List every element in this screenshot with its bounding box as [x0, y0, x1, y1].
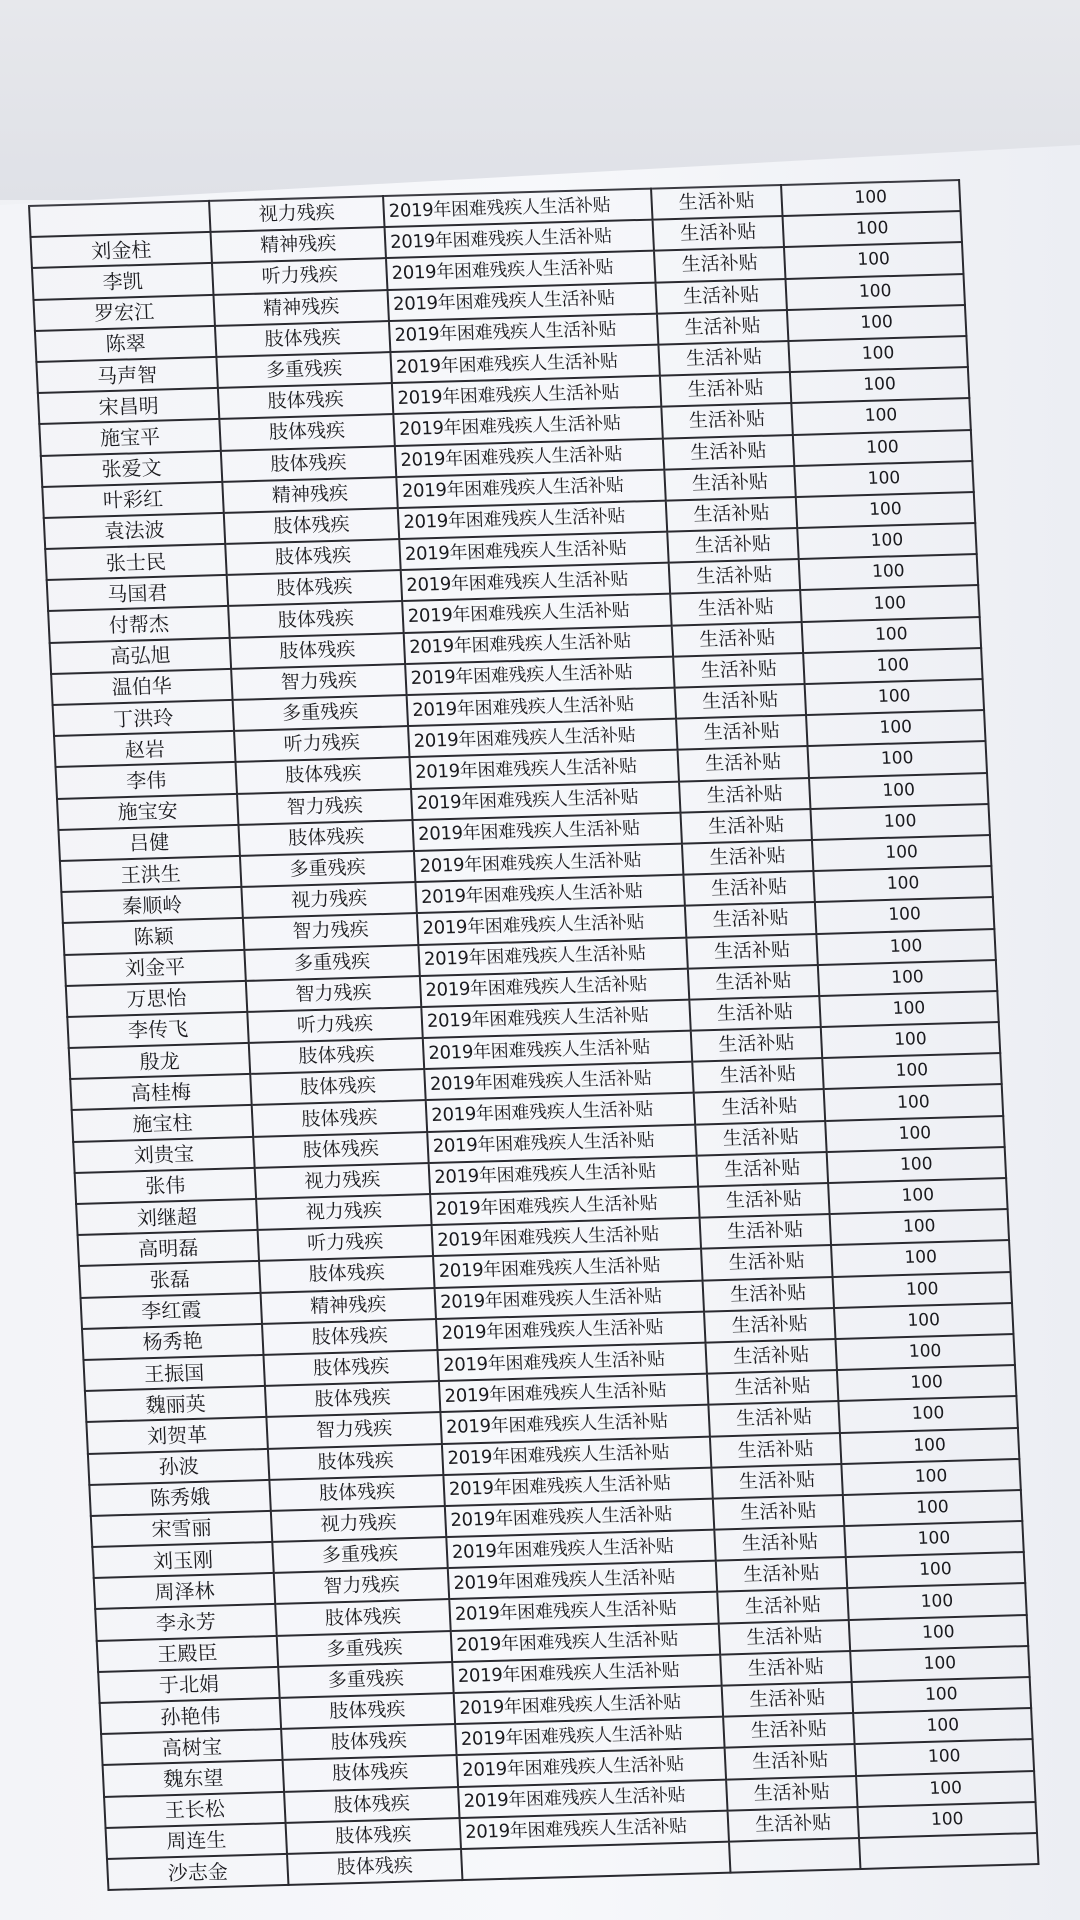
- project-cell: 2019年困难残疾人生活补贴: [446, 1530, 715, 1569]
- amount-cell: 100: [831, 1240, 1010, 1276]
- project-cell: 2019年困难残疾人生活补贴: [449, 1592, 718, 1631]
- amount-cell: 100: [791, 398, 970, 434]
- amount-cell: 100: [812, 835, 991, 871]
- name-cell: 万思怡: [66, 981, 247, 1017]
- category-cell: 生活补贴: [723, 1713, 854, 1748]
- project-cell: 2019年困难残疾人生活补贴: [436, 1311, 705, 1350]
- category-cell: 生活补贴: [664, 466, 795, 501]
- name-cell: 温伯华: [51, 669, 232, 705]
- project-cell: 2019年困难残疾人生活补贴: [407, 688, 676, 727]
- project-cell: 2019年困难残疾人生活补贴: [404, 625, 673, 664]
- category-cell: 生活补贴: [653, 216, 784, 251]
- name-cell: 陈翠: [35, 326, 216, 362]
- project-cell: 2019年困难残疾人生活补贴: [387, 282, 656, 321]
- amount-cell: 100: [818, 960, 997, 996]
- category-cell: 生活补贴: [663, 434, 794, 469]
- disability-type-cell: 智力残疾: [274, 1568, 449, 1604]
- name-cell: 杨秀艳: [82, 1324, 263, 1360]
- project-cell: 2019年困难残疾人生活补贴: [390, 345, 659, 384]
- disability-type-cell: 多重残疾: [244, 945, 419, 981]
- category-cell: 生活补贴: [689, 996, 820, 1031]
- disability-type-cell: 肢体残疾: [275, 1600, 450, 1636]
- project-cell: 2019年困难残疾人生活补贴: [427, 1124, 696, 1163]
- disability-type-cell: 肢体残疾: [218, 383, 393, 419]
- amount-cell: 100: [855, 1739, 1034, 1775]
- name-cell: 秦顺岭: [61, 887, 242, 923]
- amount-cell: 100: [796, 492, 975, 528]
- category-cell: 生活补贴: [683, 871, 814, 906]
- amount-cell: 100: [834, 1303, 1013, 1339]
- category-cell: 生活补贴: [714, 1526, 845, 1561]
- project-cell: 2019年困难残疾人生活补贴: [396, 469, 665, 508]
- amount-cell: 100: [833, 1272, 1012, 1308]
- category-cell: 生活补贴: [692, 1058, 823, 1093]
- disability-type-cell: 肢体残疾: [225, 539, 400, 575]
- name-cell: 王殿臣: [97, 1636, 278, 1672]
- disability-type-cell: 肢体残疾: [221, 446, 396, 482]
- amount-cell: 100: [788, 336, 967, 372]
- project-cell: [461, 1842, 730, 1881]
- amount-cell: 100: [797, 523, 976, 559]
- project-cell: 2019年困难残疾人生活补贴: [401, 563, 670, 602]
- disability-type-cell: 肢体残疾: [280, 1693, 455, 1729]
- disability-type-cell: 肢体残疾: [224, 508, 399, 544]
- category-cell: 生活补贴: [680, 809, 811, 844]
- category-cell: 生活补贴: [669, 559, 800, 594]
- name-cell: 张磊: [79, 1261, 260, 1297]
- amount-cell: 100: [809, 773, 988, 809]
- project-cell: 2019年困难残疾人生活补贴: [408, 719, 677, 758]
- amount-cell: 100: [784, 242, 963, 278]
- category-cell: 生活补贴: [691, 1027, 822, 1062]
- project-cell: 2019年困难残疾人生活补贴: [451, 1623, 720, 1662]
- project-cell: 2019年困难残疾人生活补贴: [426, 1093, 695, 1132]
- category-cell: 生活补贴: [686, 933, 817, 968]
- project-cell: 2019年困难残疾人生活补贴: [383, 189, 652, 228]
- name-cell: 王振国: [83, 1355, 264, 1391]
- category-cell: 生活补贴: [657, 310, 788, 345]
- name-cell: 高明磊: [78, 1230, 259, 1266]
- amount-cell: 100: [816, 928, 995, 964]
- disability-type-cell: 视力残疾: [271, 1506, 446, 1542]
- subsidy-table: [28, 179, 1040, 1891]
- amount-cell: 100: [822, 1053, 1001, 1089]
- amount-cell: 100: [852, 1677, 1031, 1713]
- name-cell: 付帮杰: [48, 606, 229, 642]
- amount-cell: 100: [790, 367, 969, 403]
- project-cell: 2019年困难残疾人生活补贴: [420, 968, 689, 1007]
- amount-cell: 100: [847, 1583, 1026, 1619]
- disability-type-cell: 智力残疾: [237, 789, 412, 825]
- disability-type-cell: 视力残疾: [241, 882, 416, 918]
- category-cell: 生活补贴: [676, 715, 807, 750]
- disability-type-cell: 肢体残疾: [250, 1069, 425, 1105]
- category-cell: 生活补贴: [701, 1245, 832, 1280]
- amount-cell: 100: [819, 991, 998, 1027]
- name-cell: 刘贵宝: [73, 1137, 254, 1173]
- category-cell: 生活补贴: [697, 1152, 828, 1187]
- project-cell: 2019年困难残疾人生活补贴: [424, 1062, 693, 1101]
- project-cell: 2019年困难残疾人生活补贴: [392, 376, 661, 415]
- category-cell: 生活补贴: [711, 1464, 842, 1499]
- disability-type-cell: 肢体残疾: [262, 1319, 437, 1355]
- amount-cell: 100: [841, 1459, 1020, 1495]
- disability-type-cell: 肢体残疾: [236, 757, 411, 793]
- name-cell: 施宝安: [57, 794, 238, 830]
- category-cell: 生活补贴: [708, 1401, 839, 1436]
- name-cell: 孙艳伟: [100, 1698, 281, 1734]
- project-cell: 2019年困难残疾人生活补贴: [443, 1467, 712, 1506]
- name-cell: 马声智: [36, 357, 217, 393]
- project-cell: 2019年困难残疾人生活补贴: [454, 1686, 723, 1725]
- category-cell: 生活补贴: [682, 840, 813, 875]
- project-cell: 2019年困难残疾人生活补贴: [414, 844, 683, 883]
- name-cell: 高树宝: [101, 1729, 282, 1765]
- amount-cell: 100: [808, 741, 987, 777]
- category-cell: 生活补贴: [720, 1651, 851, 1686]
- amount-cell: 100: [835, 1334, 1014, 1370]
- amount-cell: 100: [806, 710, 985, 746]
- name-cell: 施宝平: [39, 419, 220, 455]
- project-cell: 2019年困难残疾人生活补贴: [418, 937, 687, 976]
- category-cell: 生活补贴: [651, 185, 782, 220]
- category-cell: 生活补贴: [703, 1277, 834, 1312]
- disability-type-cell: 视力残疾: [209, 196, 384, 232]
- amount-cell: 100: [785, 274, 964, 310]
- amount-cell: 100: [843, 1490, 1022, 1526]
- disability-type-cell: 听力残疾: [212, 258, 387, 294]
- amount-cell: 100: [850, 1646, 1029, 1682]
- name-cell: 王长松: [104, 1792, 285, 1828]
- amount-cell: 100: [849, 1615, 1028, 1651]
- category-cell: 生活补贴: [679, 778, 810, 813]
- disability-type-cell: 精神残疾: [261, 1288, 436, 1324]
- project-cell: 2019年困难残疾人生活补贴: [393, 407, 662, 446]
- category-cell: 生活补贴: [728, 1807, 859, 1842]
- disability-type-cell: 智力残疾: [243, 913, 418, 949]
- name-cell: 魏东望: [103, 1760, 284, 1796]
- amount-cell: 100: [800, 585, 979, 621]
- name-cell: 陈秀娥: [89, 1480, 270, 1516]
- name-cell: 刘金柱: [31, 232, 212, 268]
- category-cell: 生活补贴: [698, 1183, 829, 1218]
- name-cell: 李凯: [32, 263, 213, 299]
- name-cell: 吕健: [58, 825, 239, 861]
- name-cell: 高弘旭: [50, 638, 231, 674]
- disability-type-cell: 肢体残疾: [249, 1038, 424, 1074]
- project-cell: 2019年困难残疾人生活补贴: [432, 1218, 701, 1257]
- disability-type-cell: 肢体残疾: [263, 1350, 438, 1386]
- disability-type-cell: 肢体残疾: [286, 1818, 461, 1854]
- project-cell: 2019年困难残疾人生活补贴: [458, 1779, 727, 1818]
- disability-type-cell: 听力残疾: [247, 1007, 422, 1043]
- project-cell: 2019年困难残疾人生活补贴: [452, 1654, 721, 1693]
- category-cell: 生活补贴: [673, 653, 804, 688]
- amount-cell: 100: [793, 429, 972, 465]
- name-cell: 孙波: [88, 1448, 269, 1484]
- category-cell: 生活补贴: [704, 1308, 835, 1343]
- amount-cell: [859, 1833, 1038, 1869]
- disability-type-cell: 肢体残疾: [265, 1381, 440, 1417]
- name-cell: 沙志金: [107, 1854, 288, 1890]
- amount-cell: 100: [825, 1116, 1004, 1152]
- name-cell: 刘贺革: [86, 1417, 267, 1453]
- project-cell: 2019年困难残疾人生活补贴: [395, 438, 664, 477]
- project-cell: 2019年困难残疾人生活补贴: [389, 313, 658, 352]
- project-cell: 2019年困难残疾人生活补贴: [460, 1810, 729, 1849]
- category-cell: 生活补贴: [710, 1432, 841, 1467]
- category-cell: 生活补贴: [725, 1744, 856, 1779]
- name-cell: 宋雪丽: [91, 1511, 272, 1547]
- category-cell: 生活补贴: [707, 1370, 838, 1405]
- category-cell: 生活补贴: [694, 1089, 825, 1124]
- table-wrapper: [28, 179, 1028, 1891]
- disability-type-cell: 多重残疾: [240, 851, 415, 887]
- amount-cell: 100: [794, 461, 973, 497]
- amount-cell: 100: [810, 804, 989, 840]
- amount-cell: 100: [853, 1708, 1032, 1744]
- disability-type-cell: 多重残疾: [216, 352, 391, 388]
- category-cell: 生活补贴: [670, 590, 801, 625]
- disability-type-cell: 肢体残疾: [238, 820, 413, 856]
- amount-cell: 100: [827, 1147, 1006, 1183]
- project-cell: 2019年困难残疾人生活补贴: [412, 812, 681, 851]
- category-cell: 生活补贴: [660, 372, 791, 407]
- category-cell: 生活补贴: [713, 1495, 844, 1530]
- name-cell: 张士民: [45, 544, 226, 580]
- amount-cell: 100: [783, 211, 962, 247]
- amount-cell: 100: [846, 1552, 1025, 1588]
- name-cell: 魏丽英: [85, 1386, 266, 1422]
- project-cell: 2019年困难残疾人生活补贴: [440, 1405, 709, 1444]
- project-cell: 2019年困难残疾人生活补贴: [411, 781, 680, 820]
- disability-type-cell: 多重残疾: [233, 695, 408, 731]
- amount-cell: 100: [799, 554, 978, 590]
- disability-type-cell: 智力残疾: [266, 1412, 441, 1448]
- disability-type-cell: 肢体残疾: [283, 1755, 458, 1791]
- amount-cell: 100: [802, 617, 981, 653]
- amount-cell: 100: [837, 1365, 1016, 1401]
- name-cell: 丁洪玲: [53, 700, 234, 736]
- name-cell: [29, 201, 210, 237]
- name-cell: 殷龙: [69, 1043, 250, 1079]
- project-cell: 2019年困难残疾人生活补贴: [402, 594, 671, 633]
- project-cell: 2019年困难残疾人生活补贴: [385, 220, 654, 259]
- name-cell: 李伟: [56, 762, 237, 798]
- project-cell: 2019年困难残疾人生活补贴: [448, 1561, 717, 1600]
- amount-cell: 100: [815, 897, 994, 933]
- name-cell: 于北娟: [98, 1667, 279, 1703]
- category-cell: 生活补贴: [700, 1214, 831, 1249]
- category-cell: 生活补贴: [667, 528, 798, 563]
- name-cell: 罗宏江: [33, 295, 214, 331]
- name-cell: 张伟: [75, 1168, 256, 1204]
- name-cell: 周泽林: [94, 1573, 275, 1609]
- name-cell: 陈颖: [63, 918, 244, 954]
- amount-cell: 100: [828, 1178, 1007, 1214]
- project-cell: 2019年困难残疾人生活补贴: [435, 1280, 704, 1319]
- amount-cell: 100: [830, 1209, 1009, 1245]
- name-cell: 李传飞: [67, 1012, 248, 1048]
- amount-cell: 100: [840, 1427, 1019, 1463]
- disability-type-cell: 肢体残疾: [219, 414, 394, 450]
- disability-type-cell: 肢体残疾: [253, 1132, 428, 1168]
- disability-type-cell: 精神残疾: [222, 477, 397, 513]
- amount-cell: 100: [787, 305, 966, 341]
- project-cell: 2019年困难残疾人生活补贴: [423, 1031, 692, 1070]
- disability-type-cell: 肢体残疾: [227, 570, 402, 606]
- project-cell: 2019年困难残疾人生活补贴: [457, 1748, 726, 1787]
- amount-cell: 100: [803, 648, 982, 684]
- category-cell: 生活补贴: [685, 902, 816, 937]
- project-cell: 2019年困难残疾人生活补贴: [437, 1343, 706, 1382]
- disability-type-cell: 多重残疾: [272, 1537, 447, 1573]
- category-cell: 生活补贴: [661, 403, 792, 438]
- category-cell: 生活补贴: [719, 1620, 850, 1655]
- amount-cell: 100: [813, 866, 992, 902]
- project-cell: 2019年困难残疾人生活补贴: [398, 500, 667, 539]
- disability-type-cell: 多重残疾: [278, 1662, 453, 1698]
- category-cell: 生活补贴: [717, 1588, 848, 1623]
- project-cell: 2019年困难残疾人生活补贴: [415, 875, 684, 914]
- category-cell: 生活补贴: [722, 1682, 853, 1717]
- project-cell: 2019年困难残疾人生活补贴: [445, 1498, 714, 1537]
- disability-type-cell: 视力残疾: [255, 1163, 430, 1199]
- disability-type-cell: 肢体残疾: [268, 1444, 443, 1480]
- name-cell: 赵岩: [54, 731, 235, 767]
- disability-type-cell: 肢体残疾: [284, 1787, 459, 1823]
- disability-type-cell: 肢体残疾: [259, 1256, 434, 1292]
- name-cell: 马国君: [47, 575, 228, 611]
- category-cell: 生活补贴: [695, 1121, 826, 1156]
- project-cell: 2019年困难残疾人生活补贴: [405, 656, 674, 695]
- disability-type-cell: 肢体残疾: [287, 1849, 462, 1885]
- disability-type-cell: 听力残疾: [234, 726, 409, 762]
- category-cell: 生活补贴: [705, 1339, 836, 1374]
- name-cell: 宋昌明: [38, 388, 219, 424]
- project-cell: 2019年困难残疾人生活补贴: [433, 1249, 702, 1288]
- project-cell: 2019年困难残疾人生活补贴: [429, 1155, 698, 1194]
- amount-cell: 100: [838, 1396, 1017, 1432]
- amount-cell: 100: [856, 1771, 1035, 1807]
- disability-type-cell: 肢体残疾: [281, 1724, 456, 1760]
- amount-cell: 100: [824, 1084, 1003, 1120]
- name-cell: 刘金平: [64, 949, 245, 985]
- disability-type-cell: 肢体残疾: [252, 1101, 427, 1137]
- disability-type-cell: 听力残疾: [258, 1225, 433, 1261]
- category-cell: 生活补贴: [675, 684, 806, 719]
- name-cell: 刘继超: [76, 1199, 257, 1235]
- name-cell: 刘玉刚: [92, 1542, 273, 1578]
- category-cell: 生活补贴: [666, 497, 797, 532]
- amount-cell: 100: [805, 679, 984, 715]
- name-cell: 周连生: [106, 1823, 287, 1859]
- project-cell: 2019年困难残疾人生活补贴: [442, 1436, 711, 1475]
- project-cell: 2019年困难残疾人生活补贴: [455, 1717, 724, 1756]
- category-cell: 生活补贴: [678, 746, 809, 781]
- name-cell: 施宝柱: [72, 1105, 253, 1141]
- name-cell: 袁法波: [44, 513, 225, 549]
- category-cell: 生活补贴: [716, 1557, 847, 1592]
- name-cell: 王洪生: [60, 856, 241, 892]
- project-cell: 2019年困难残疾人生活补贴: [421, 999, 690, 1038]
- project-cell: 2019年困难残疾人生活补贴: [386, 251, 655, 290]
- disability-type-cell: 肢体残疾: [230, 633, 405, 669]
- category-cell: [729, 1838, 860, 1873]
- project-cell: 2019年困难残疾人生活补贴: [439, 1374, 708, 1413]
- name-cell: 叶彩红: [42, 482, 223, 518]
- project-cell: 2019年困难残疾人生活补贴: [417, 906, 686, 945]
- amount-cell: 100: [844, 1521, 1023, 1557]
- project-cell: 2019年困难残疾人生活补贴: [399, 532, 668, 571]
- name-cell: 李红霞: [81, 1293, 262, 1329]
- name-cell: 李永芳: [95, 1604, 276, 1640]
- amount-cell: 100: [821, 1022, 1000, 1058]
- category-cell: 生活补贴: [672, 622, 803, 657]
- name-cell: 高桂梅: [70, 1074, 251, 1110]
- project-cell: 2019年困难残疾人生活补贴: [430, 1187, 699, 1226]
- disability-type-cell: 多重残疾: [277, 1631, 452, 1667]
- disability-type-cell: 肢体残疾: [269, 1475, 444, 1511]
- disability-type-cell: 肢体残疾: [215, 321, 390, 357]
- disability-type-cell: 智力残疾: [231, 664, 406, 700]
- project-cell: 2019年困难残疾人生活补贴: [410, 750, 679, 789]
- category-cell: 生活补贴: [688, 965, 819, 1000]
- disability-type-cell: 肢体残疾: [228, 602, 403, 638]
- disability-type-cell: 智力残疾: [246, 976, 421, 1012]
- category-cell: 生活补贴: [726, 1776, 857, 1811]
- table-body: [29, 180, 1038, 1890]
- category-cell: 生活补贴: [655, 279, 786, 314]
- disability-type-cell: 视力残疾: [256, 1194, 431, 1230]
- disability-type-cell: 精神残疾: [211, 227, 386, 263]
- name-cell: 张爱文: [41, 450, 222, 486]
- disability-type-cell: 精神残疾: [213, 290, 388, 326]
- amount-cell: 100: [858, 1802, 1037, 1838]
- amount-cell: 100: [781, 180, 960, 216]
- category-cell: 生活补贴: [654, 247, 785, 282]
- category-cell: 生活补贴: [658, 341, 789, 376]
